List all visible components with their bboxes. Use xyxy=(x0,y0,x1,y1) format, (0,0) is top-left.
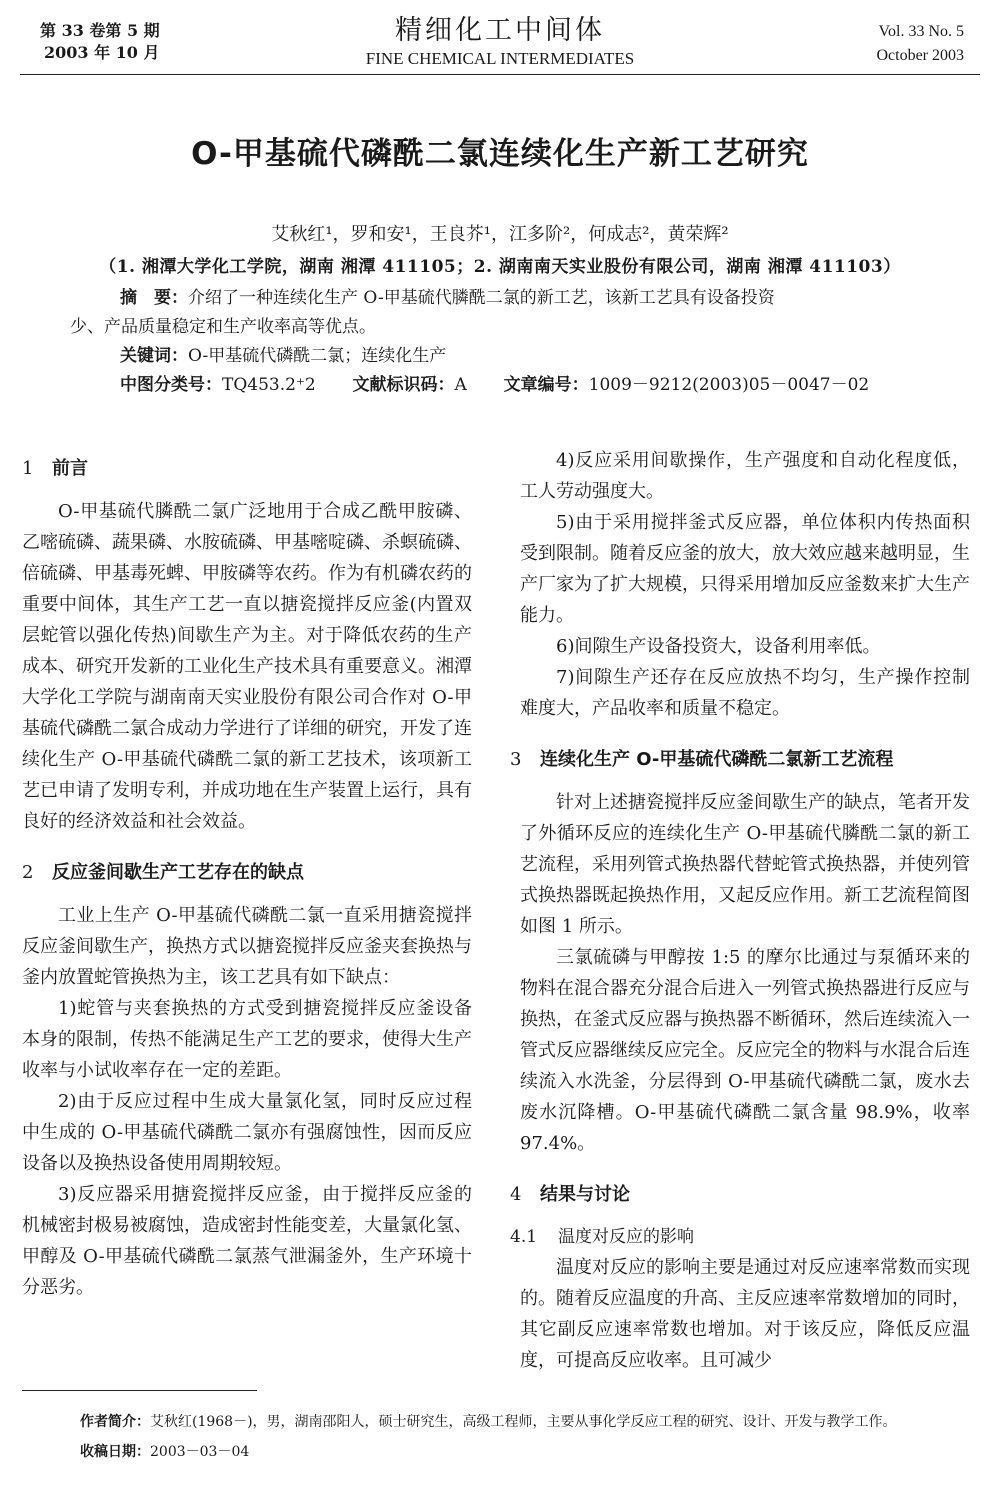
date-cn: 2003 年 10 月 xyxy=(44,43,160,62)
section-heading-2 xyxy=(22,858,472,888)
section-title: 反应釜间歇生产工艺存在的缺点 xyxy=(52,862,304,883)
paragraph: O-甲基硫代膦酰二氯广泛地用于合成乙酰甲胺磷、乙嘧硫磷、蔬果磷、水胺硫磷、甲基嘧啶磷、杀螟硫磷、倍硫磷、甲基毒死蜱、甲胺磷等农药。作为有机磷农药的重要中间体，其生产工艺一直以搪瓷搅拌反应釜(内置双层蛇管以强化传热)间歇生产为主。对于降低农药的生产成本、研究开发新的工业化生产技术具有重要意义。湘潭大学化工学院与湖南南天实业股份有限公司合作对 O-甲基硫代磷酰二氯合成动力学进行了详细的研究，开发了连续化生产 O-甲基硫代磷酰二氯的新工艺技术，该项新工艺已申请了发明专利，并成功地在生产装置上运行，具有良好的经济效益和社会效益。 xyxy=(22,501,472,832)
paragraph: 三氯硫磷与甲醇按 1:5 的摩尔比通过与泵循环来的物料在混合器充分混合后进入一列管式换热器进行反应与换热，在釜式反应器与换热器不断循环，然后连续流入一管式反应器继续反应完全。反应完全的物料与水混合后连续流入水洗釜，分层得到 O-甲基硫代磷酰二氯，废水去废水沉降槽。O-甲基硫代磷酰二氯含量 98.9%，收率 97.4%。 xyxy=(520,947,970,1154)
keywords-label: 关键词： xyxy=(120,346,188,366)
author-bio-label: 作者简介： xyxy=(80,1414,150,1430)
keywords-text: O-甲基硫代磷酰二氯；连续化生产 xyxy=(188,346,447,366)
section-number: 3 xyxy=(510,749,522,770)
list-item: 6)间隙生产设备投资大，设备利用率低。 xyxy=(556,636,881,657)
date-en: October 2003 xyxy=(876,47,964,64)
running-header-center xyxy=(0,14,1000,70)
clc-number: TQ453.2⁺2 xyxy=(222,375,316,395)
abstract xyxy=(80,284,940,313)
section-heading-1 xyxy=(22,454,472,484)
list-item: 5)由于采用搅拌釜式反应器，单位体积内传热面积受到限制。随着反应釜的放大，放大效应越来越明显，生产厂家为了扩大规模，只得采用增加反应釜数来扩大生产能力。 xyxy=(520,512,970,626)
journal-name-en: FINE CHEMICAL INTERMEDIATES xyxy=(365,49,635,68)
journal-name-cn: 精细化工中间体 xyxy=(395,15,605,46)
running-header-right xyxy=(876,20,964,68)
paragraph: 针对上述搪瓷搅拌反应釜间歇生产的缺点，笔者开发了外循环反应的连续化生产 O-甲基硫代膦酰二氯的新工艺流程，采用列管式换热器代替蛇管式换热器，并使列管式换热器既起换热作用，又起反应作用。新工艺流程简图如图 1 所示。 xyxy=(520,792,970,937)
section-number: 1 xyxy=(22,458,34,479)
abstract-label: 摘 要： xyxy=(120,288,188,308)
classification-line xyxy=(80,371,940,400)
section-number: 2 xyxy=(22,862,34,883)
clc-label: 中图分类号： xyxy=(120,375,222,395)
paragraph: 温度对反应的影响主要是通过对反应速率常数而实现的。随着反应温度的升高、主反应速率常数增加的同时，其它副反应速率常数也增加。对于该反应，降低反应温度，可提高反应收率。且可减少 xyxy=(520,1257,970,1371)
abstract-line-1: 介绍了一种连续化生产 O-甲基硫代膦酰二氯的新工艺，该新工艺具有设备投资 xyxy=(188,288,775,308)
section-title: 前言 xyxy=(52,458,88,479)
subsection-heading-4-1 xyxy=(510,1222,970,1252)
paragraph: 工业上生产 O-甲基硫代磷酰二氯一直采用搪瓷搅拌反应釜间歇生产，换热方式以搪瓷搅拌反应釜夹套换热与釜内放置蛇管换热为主，该工艺具有如下缺点： xyxy=(22,905,472,988)
article-title: O-甲基硫代磷酰二氯连续化生产新工艺研究 xyxy=(191,136,809,172)
volume-issue-cn: 第 33 卷第 5 期 xyxy=(40,21,160,40)
list-item: 4)反应采用间歇操作，生产强度和自动化程度低，工人劳动强度大。 xyxy=(520,450,970,502)
author-bio-text: 艾秋红(1968－)，男，湖南邵阳人，硕士研究生，高级工程师，主要从事化学反应工程的研究、设计、开发与教学工作。 xyxy=(150,1414,897,1430)
footnote-rule xyxy=(22,1390,257,1391)
doc-code-label: 文献标识码： xyxy=(352,375,455,395)
left-column xyxy=(22,445,472,1303)
section-number: 4 xyxy=(510,1184,522,1205)
list-item: 1)蛇管与夹套换热的方式受到搪瓷搅拌反应釜设备本身的限制，传热不能满足生产工艺的要求，使得大生产收率与小试收率存在一定的差距。 xyxy=(22,998,472,1081)
list-item: 7)间隙生产还存在反应放热不均匀，生产操作控制难度大，产品收率和质量不稳定。 xyxy=(520,667,970,719)
list-item: 3)反应器采用搪瓷搅拌反应釜，由于搅拌反应釜的机械密封极易被腐蚀，造成密封性能变差，大量氯化氢、甲醇及 O-甲基硫代磷酰二氯蒸气泄漏釜外，生产环境十分恶劣。 xyxy=(22,1184,472,1298)
abstract-block xyxy=(70,284,940,400)
section-title: 结果与讨论 xyxy=(540,1184,630,1205)
received-label: 收稿日期： xyxy=(80,1444,150,1460)
doc-code: A xyxy=(454,375,467,395)
volume-issue-en: Vol. 33 No. 5 xyxy=(878,23,964,40)
subsection-number: 4.1 xyxy=(510,1227,538,1247)
author-bio xyxy=(80,1412,960,1432)
header-rule xyxy=(20,74,980,75)
affiliations: （1. 湘潭大学化工学院，湖南 湘潭 411105；2. 湖南南天实业股份有限公司，湖南 湘潭 411103） xyxy=(99,257,901,277)
right-column xyxy=(510,445,970,1376)
abstract-line-2: 少、产品质量稳定和生产收率高等优点。 xyxy=(70,317,376,337)
section-heading-4 xyxy=(510,1180,970,1210)
author-list: 艾秋红¹，罗和安¹，王良芥¹，江多阶²，何成志²，黄荣辉² xyxy=(271,224,729,245)
keywords xyxy=(80,342,940,371)
section-heading-3 xyxy=(510,745,970,775)
article-no: 1009－9212(2003)05－0047－02 xyxy=(588,375,870,395)
section-title: 连续化生产 O-甲基硫代磷酰二氯新工艺流程 xyxy=(540,749,894,770)
article-no-label: 文章编号： xyxy=(503,375,589,395)
received-date-line xyxy=(80,1442,960,1462)
subsection-title: 温度对反应的影响 xyxy=(558,1227,694,1247)
received-date: 2003－03－04 xyxy=(150,1444,250,1460)
list-item: 2)由于反应过程中生成大量氯化氢，同时反应过程中生成的 O-甲基硫代磷酰二氯亦有强腐蚀性，因而反应设备以及换热设备使用周期较短。 xyxy=(22,1091,472,1174)
